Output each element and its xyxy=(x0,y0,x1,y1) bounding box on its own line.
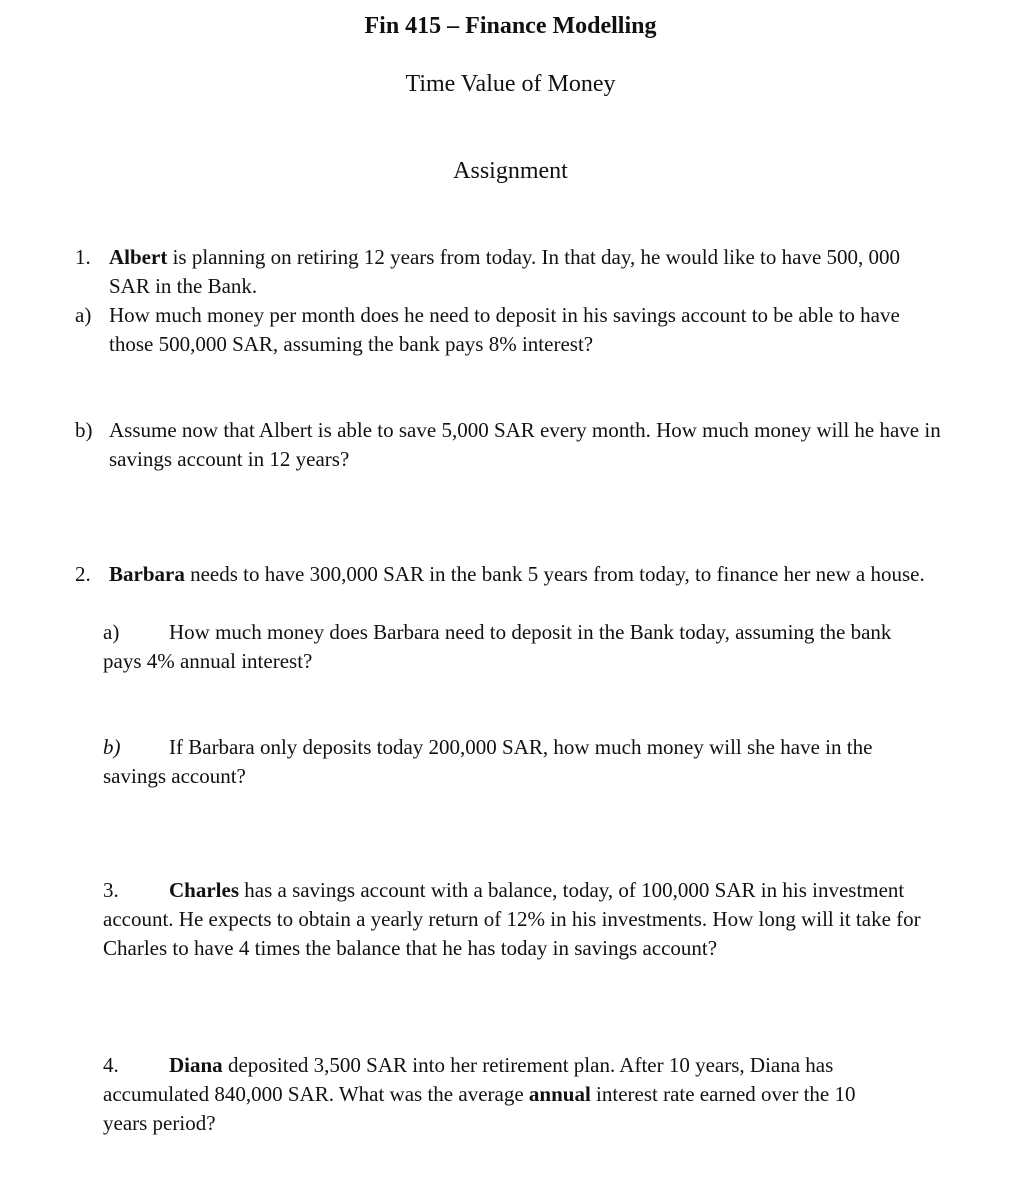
question-3-name: Charles xyxy=(169,878,239,902)
question-4-name: Diana xyxy=(169,1053,223,1077)
question-2-text: needs to have 300,000 SAR in the bank 5 years from today, to finance her new a house. xyxy=(184,562,925,586)
question-2 xyxy=(75,560,949,589)
question-1-name: Albert xyxy=(109,245,168,269)
question-1b xyxy=(75,416,959,474)
question-2a xyxy=(103,618,933,676)
question-2b xyxy=(103,733,933,791)
question-1b-label: b) xyxy=(75,418,93,442)
question-2-name: Barbara xyxy=(109,562,185,586)
question-1b-text: Assume now that Albert is able to save 5,000 SAR every month. How much money will he have in savings account in 12 years? xyxy=(109,418,941,471)
question-4-emphasis: annual xyxy=(528,1082,591,1106)
question-2a-label: a) xyxy=(103,620,120,644)
question-2a-text: How much money does Barbara need to deposit in the Bank today, assuming the bank pays 4% annual interest? xyxy=(103,620,892,673)
question-4-number: 4. xyxy=(103,1053,119,1077)
question-1a-text: How much money per month does he need to deposit in his savings account to be able to have those 500,000 SAR, assuming the bank pays 8% interest? xyxy=(109,303,900,356)
question-3 xyxy=(103,876,933,963)
question-3-text: has a savings account with a balance, today, of 100,000 SAR in his investment account. He expects to obtain a yearly return of 12% in his investments. How long will it take for Charles to have 4 times the balance that he has today in savings account? xyxy=(103,878,921,960)
course-title: Fin 415 – Finance Modelling xyxy=(364,13,657,39)
question-4 xyxy=(103,1051,903,1138)
question-1a xyxy=(75,301,939,359)
question-1-text: is planning on retiring 12 years from today. In that day, he would like to have 500, 000 SAR in the Bank. xyxy=(109,245,901,298)
assignment-heading: Assignment xyxy=(453,158,568,184)
question-4-text-before: deposited 3,500 SAR into her retirement plan. After 10 years, Diana has accumulated 840,000 SAR. What was the average xyxy=(103,1053,834,1106)
question-3-number: 3. xyxy=(103,878,119,902)
question-2b-label: b) xyxy=(103,735,121,759)
topic-title: Time Value of Money xyxy=(405,71,616,97)
question-2b-text: If Barbara only deposits today 200,000 SAR, how much money will she have in the savings account? xyxy=(103,735,873,788)
question-1 xyxy=(75,243,909,301)
question-2-number: 2. xyxy=(75,562,91,586)
question-1a-label: a) xyxy=(75,303,92,327)
question-1-number: 1. xyxy=(75,245,91,269)
question-4-text-after: interest rate earned over the 10 years period? xyxy=(103,1082,856,1135)
